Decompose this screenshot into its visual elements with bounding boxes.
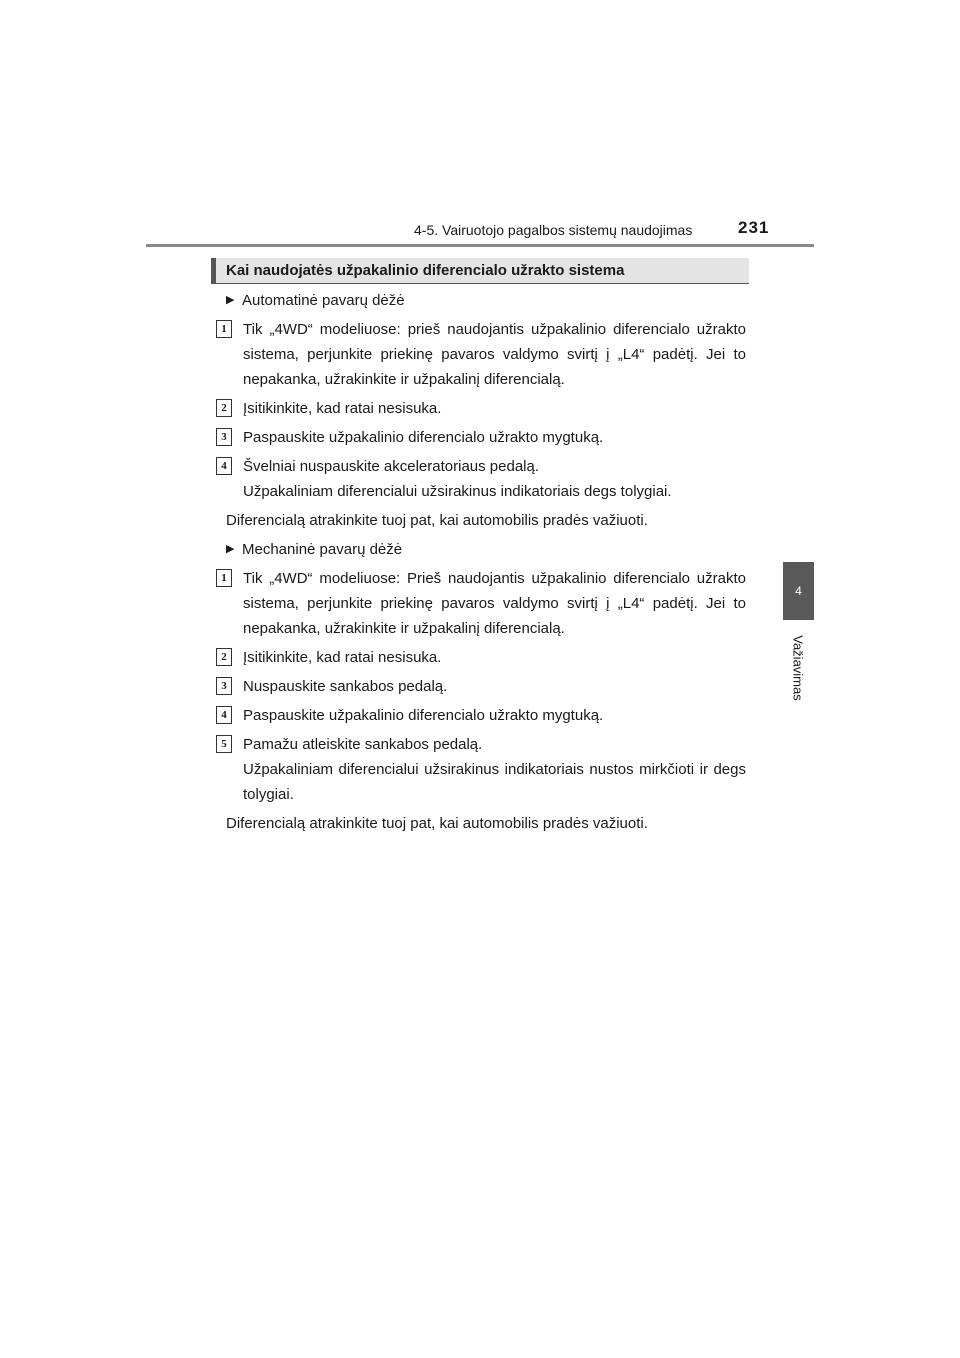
- header-divider: [146, 244, 814, 247]
- step-text: Pamažu atleiskite sankabos pedalą.: [243, 736, 483, 753]
- subheading-text: Automatinė pavarų dėžė: [242, 292, 405, 309]
- step-number: 4: [216, 457, 232, 475]
- step-text: Paspauskite užpakalinio diferencialo užrakto mygtuką.: [243, 707, 604, 724]
- step-number: 1: [216, 569, 232, 587]
- chapter-tab: 4: [783, 562, 814, 620]
- step-text: Įsitikinkite, kad ratai nesisuka.: [243, 649, 442, 666]
- step-text: Tik „4WD“ modeliuose: prieš naudojantis užpakalinio diferencialo užrakto sistema, perjunkite priekinę pavaros valdymo svirtį į „L4“ padėtį. Jei to nepakanka, užrakinkite ir užpakalinį diferencialą.: [243, 321, 746, 388]
- step-number: 5: [216, 735, 232, 753]
- running-header-section: 4-5. Vairuotojo pagalbos sistemų naudojimas: [414, 222, 693, 238]
- triangle-bullet-icon: ▶: [226, 294, 235, 306]
- step-text: Nuspauskite sankabos pedalą.: [243, 678, 448, 695]
- step-item: [216, 454, 746, 504]
- step-item: [216, 645, 746, 670]
- step-item: [216, 566, 746, 641]
- step-text: Tik „4WD“ modeliuose: Prieš naudojantis užpakalinio diferencialo užrakto sistema, perjunkite priekinę pavaros valdymo svirtį į „L4“ padėtį. Jei to nepakanka, užrakinkite ir užpakalinį diferencialą.: [243, 570, 746, 637]
- step-text: Įsitikinkite, kad ratai nesisuka.: [243, 400, 442, 417]
- chapter-tab-label: Važiavimas: [790, 635, 806, 701]
- step-result-text: Užpakaliniam diferencialui užsirakinus indikatoriais nustos mirkčioti ir degs tolygiai.: [243, 761, 746, 803]
- step-result-text: Užpakaliniam diferencialui užsirakinus indikatoriais degs tolygiai.: [243, 483, 672, 500]
- step-item: [216, 317, 746, 392]
- subheading-automatic: [216, 288, 746, 313]
- step-item: [216, 674, 746, 699]
- page-content: [216, 288, 746, 840]
- step-number: 4: [216, 706, 232, 724]
- step-item: [216, 396, 746, 421]
- step-text: Paspauskite užpakalinio diferencialo užrakto mygtuką.: [243, 429, 604, 446]
- step-number: 3: [216, 677, 232, 695]
- step-number: 3: [216, 428, 232, 446]
- step-number: 2: [216, 399, 232, 417]
- triangle-bullet-icon: ▶: [226, 543, 235, 555]
- note-text: Diferencialą atrakinkite tuoj pat, kai automobilis pradės važiuoti.: [226, 512, 648, 529]
- section-title: Kai naudojatės užpakalinio diferencialo užrakto sistema: [226, 262, 625, 279]
- page-number: 231: [738, 218, 770, 237]
- step-item: [216, 703, 746, 728]
- step-number: 2: [216, 648, 232, 666]
- step-item: [216, 732, 746, 807]
- note-text: Diferencialą atrakinkite tuoj pat, kai automobilis pradės važiuoti.: [226, 815, 648, 832]
- step-number: 1: [216, 320, 232, 338]
- step-item: [216, 425, 746, 450]
- subheading-manual: [216, 537, 746, 562]
- step-text: Švelniai nuspauskite akceleratoriaus pedalą.: [243, 458, 540, 475]
- subheading-text: Mechaninė pavarų dėžė: [242, 541, 403, 558]
- section-title-bar: [211, 258, 749, 284]
